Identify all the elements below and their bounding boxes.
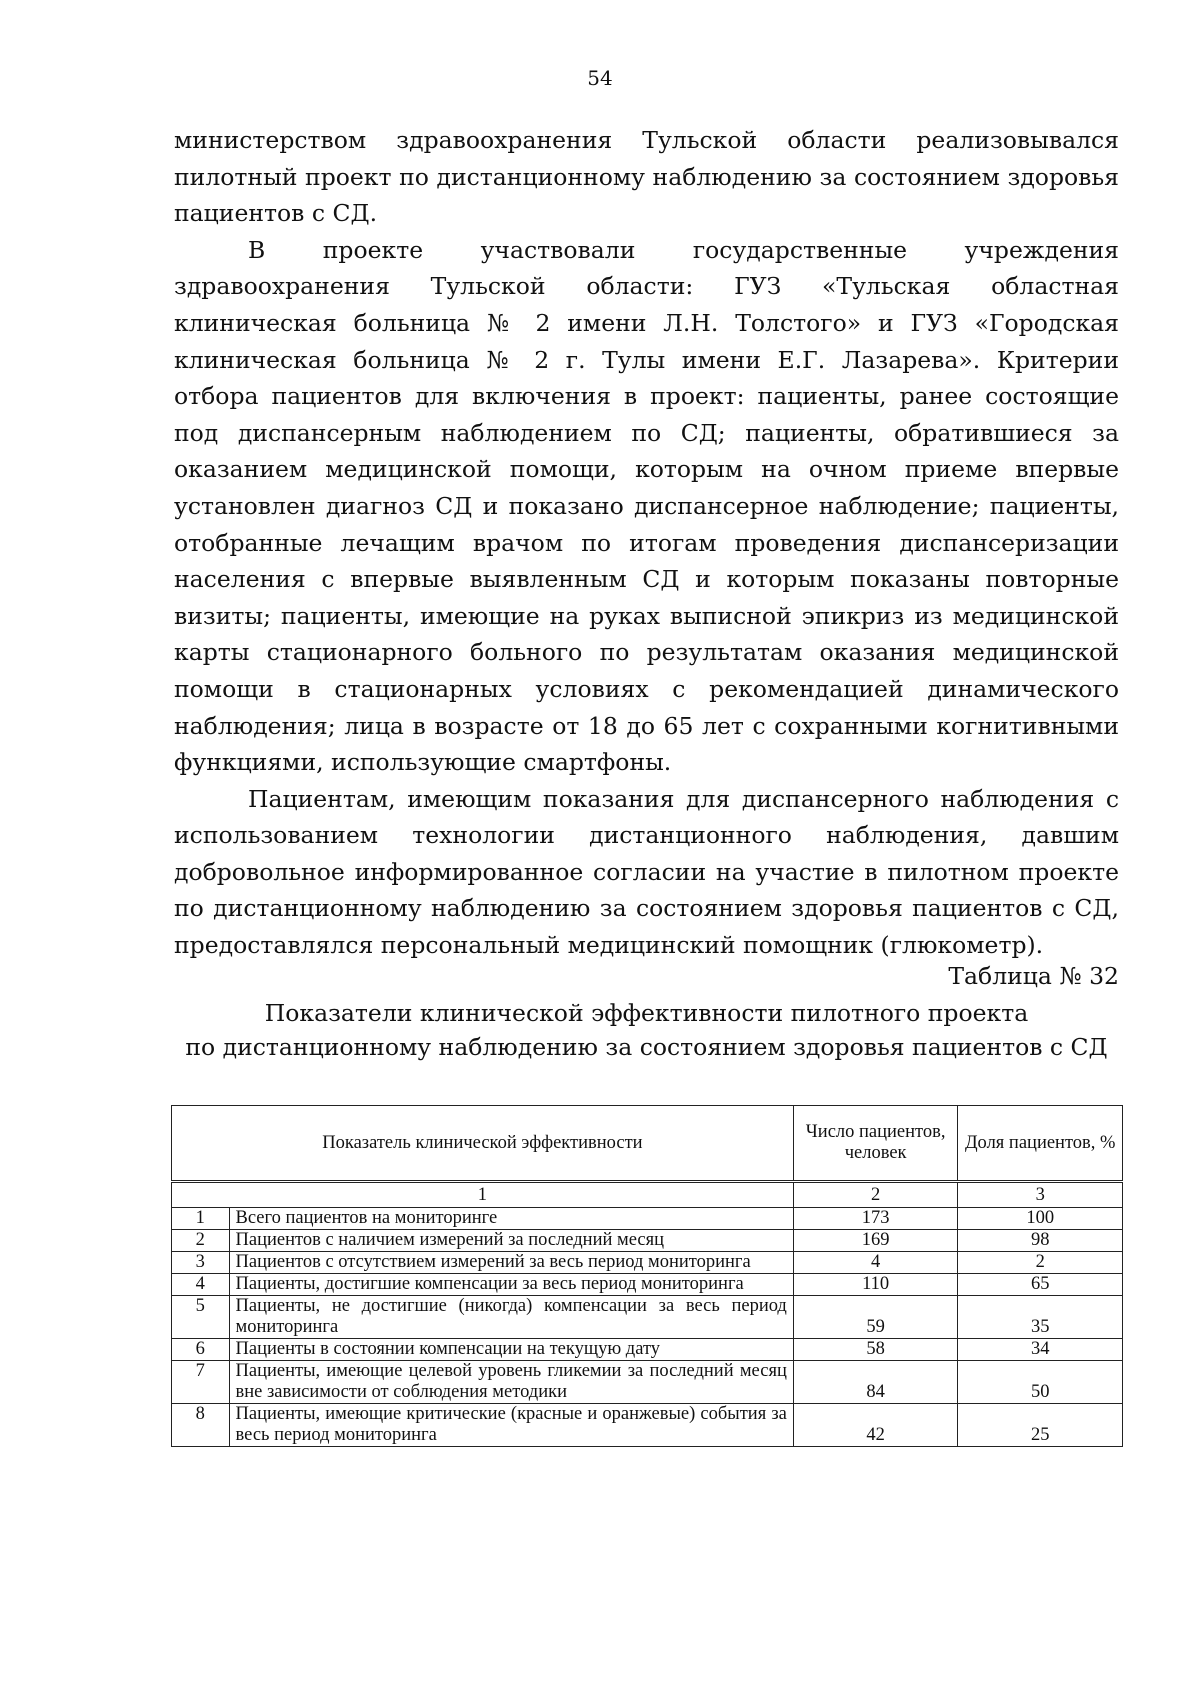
row-count: 59 xyxy=(793,1296,958,1339)
table-title-line: Показатели клинической эффективности пилотного проекта xyxy=(264,999,1029,1027)
row-indicator: Пациентов с наличием измерений за последний месяц xyxy=(229,1230,793,1252)
paragraph: Пациентам, имеющим показания для диспансерного наблюдения с использованием технологии дистанционного наблюдения, давшим добровольное информированное согласии на участие в пилотном проекте по дистанционному наблюдению за состоянием здоровья пациентов с СД, предоставлялся персональный медицинский помощник (глюкометр). xyxy=(174,784,1119,960)
table-row xyxy=(172,1274,1123,1296)
table-header-row xyxy=(172,1106,1123,1182)
row-count: 42 xyxy=(793,1404,958,1447)
table-row xyxy=(172,1296,1123,1339)
table-row xyxy=(172,1404,1123,1447)
row-share: 98 xyxy=(958,1230,1123,1252)
row-share: 35 xyxy=(958,1296,1123,1339)
row-count: 58 xyxy=(793,1339,958,1361)
table-row xyxy=(172,1339,1123,1361)
row-number: 1 xyxy=(172,1208,230,1230)
row-number: 3 xyxy=(172,1252,230,1274)
clinical-efficiency-table xyxy=(171,1105,1123,1447)
row-indicator: Пациенты, имеющие целевой уровень гликемии за последний месяц вне зависимости от соблюдения методики xyxy=(229,1361,793,1404)
row-indicator: Пациенты, достигшие компенсации за весь период мониторинга xyxy=(229,1274,793,1296)
table-row xyxy=(172,1230,1123,1252)
row-number: 8 xyxy=(172,1404,230,1447)
column-index: 1 xyxy=(172,1182,794,1208)
paragraph: В проекте участвовали государственные учреждения здравоохранения Тульской области: ГУЗ «Тульская областная клиническая больница № 2 имени Л.Н. Толстого» и ГУЗ «Городская клиническая больница № 2 г. Тулы имени Е.Г. Лазарева». Критерии отбора пациентов для включения в проект: пациенты, ранее состоящие под диспансерным наблюдением по СД; пациенты, обратившиеся за оказанием медицинской помощи, которым на очном приеме впервые установлен диагноз СД и показано диспансерное наблюдение; пациенты, отобранные лечащим врачом по итогам проведения диспансеризации населения с впервые выявленным СД и которым показаны повторные визиты; пациенты, имеющие на руках выписной эпикриз из медицинской карты стационарного больного по результатам оказания медицинской помощи в стационарных условиях с рекомендацией динамического наблюдения; лица в возрасте от 18 до 65 лет с сохранными когнитивными функциями, использующие смартфоны. xyxy=(174,235,1119,777)
row-number: 5 xyxy=(172,1296,230,1339)
row-count: 4 xyxy=(793,1252,958,1274)
table-row xyxy=(172,1252,1123,1274)
row-indicator: Пациенты, не достигшие (никогда) компенсации за весь период мониторинга xyxy=(229,1296,793,1339)
page-number: 54 xyxy=(587,66,613,90)
row-indicator: Пациентов с отсутствием измерений за весь период мониторинга xyxy=(229,1252,793,1274)
row-share: 50 xyxy=(958,1361,1123,1404)
row-share: 25 xyxy=(958,1404,1123,1447)
table-number: Таблица № 32 xyxy=(948,962,1119,990)
row-share: 2 xyxy=(958,1252,1123,1274)
table-index-row xyxy=(172,1182,1123,1208)
row-count: 84 xyxy=(793,1361,958,1404)
row-indicator: Пациенты в состоянии компенсации на текущую дату xyxy=(229,1339,793,1361)
row-number: 2 xyxy=(172,1230,230,1252)
row-count: 169 xyxy=(793,1230,958,1252)
row-number: 6 xyxy=(172,1339,230,1361)
row-indicator: Всего пациентов на мониторинге xyxy=(229,1208,793,1230)
row-share: 34 xyxy=(958,1339,1123,1361)
row-share: 65 xyxy=(958,1274,1123,1296)
row-count: 110 xyxy=(793,1274,958,1296)
column-index: 3 xyxy=(958,1182,1123,1208)
table-row xyxy=(172,1208,1123,1230)
row-share: 100 xyxy=(958,1208,1123,1230)
row-number: 7 xyxy=(172,1361,230,1404)
header-count: Число пациентов, человек xyxy=(793,1106,958,1182)
table-row xyxy=(172,1361,1123,1404)
body-text xyxy=(174,122,1119,964)
table-title xyxy=(174,996,1119,1064)
row-count: 173 xyxy=(793,1208,958,1230)
header-share: Доля пациентов, % xyxy=(958,1106,1123,1182)
column-index: 2 xyxy=(793,1182,958,1208)
row-indicator: Пациенты, имеющие критические (красные и оранжевые) события за весь период мониторинга xyxy=(229,1404,793,1447)
paragraph: министерством здравоохранения Тульской области реализовывался пилотный проект по дистанционному наблюдению за состоянием здоровья пациентов с СД. xyxy=(174,126,1119,228)
header-indicator: Показатель клинической эффективности xyxy=(172,1106,794,1182)
row-number: 4 xyxy=(172,1274,230,1296)
table-title-line: по дистанционному наблюдению за состоянием здоровья пациентов с СД xyxy=(185,1033,1108,1061)
